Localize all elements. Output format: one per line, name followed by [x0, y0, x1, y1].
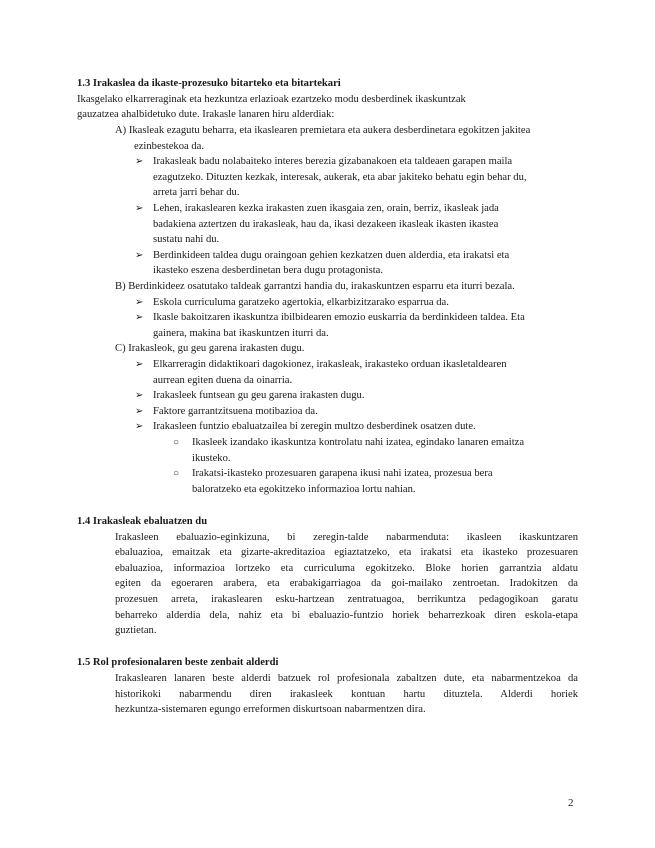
- bullet-text: Faktore garrantzitsuena motibazioa da.: [153, 406, 318, 417]
- sub-bullet-text: Irakatsi-ikasteko prozesuaren garapena ikusi nahi izatea, prozesua bera: [192, 468, 493, 479]
- bullet-text: aurrean egiten duena da oinarria.: [153, 375, 293, 386]
- arrowhead-bullet-icon: ➢: [135, 250, 144, 261]
- arrowhead-bullet-icon: ➢: [135, 312, 144, 323]
- section-1-5-heading: 1.5 Rol profesionalaren beste zenbait alderdi: [77, 657, 279, 668]
- bullet-text: Ikasle bakoitzaren ikaskuntza ibilbidearen emozio euskarria da berdinkideen taldea. Eta: [153, 312, 525, 323]
- arrowhead-bullet-icon: ➢: [135, 421, 144, 432]
- section-1-3-heading: 1.3 Irakaslea da ikaste-prozesuko bitarteko eta bitartekari: [77, 78, 341, 89]
- bullet-text: sustatu nahi du.: [153, 234, 220, 245]
- bullet-text: Elkarreragin didaktikoari dagokionez, irakasleak, irakasteko orduan ikasletaldearen: [153, 359, 507, 370]
- paragraph-line: hezkuntza-sistemaren egungo erreformen diskurtsoan nabarmentzen dira.: [115, 704, 426, 715]
- paragraph-line: Irakaslearen lanaren beste alderdi batzuek rol profesionala zabaltzen dute, eta nabarmentzekoa da: [115, 673, 578, 684]
- paragraph-line: historikoki nabarmendu diren irakasleek kontuan hartu dituztela. Alderdi horiek: [115, 689, 578, 700]
- arrowhead-bullet-icon: ➢: [135, 359, 144, 370]
- arrowhead-bullet-icon: ➢: [135, 297, 144, 308]
- point-a-label: ezinbestekoa da.: [134, 141, 205, 152]
- arrowhead-bullet-icon: ➢: [135, 390, 144, 401]
- arrowhead-bullet-icon: ➢: [135, 156, 144, 167]
- bullet-text: Eskola curriculuma garatzeko agertokia, elkarbizitzarako esparrua da.: [153, 297, 449, 308]
- paragraph-line: ebaluazioa, informazioa lortzeko eta curriculuma egokitzeko. Bloke horien garrantzia aldatu: [115, 563, 578, 574]
- bullet-text: arreta jarri behar du.: [153, 187, 240, 198]
- circle-bullet-icon: ○: [173, 437, 180, 448]
- paragraph-line: ebaluazioa, emaitzak eta gizarte-akreditazioa egiaztatzeko, eta irakatsi eta ikasteko prozesuaren: [115, 547, 578, 558]
- point-c-label: C) Irakasleok, gu geu garena irakasten dugu.: [115, 343, 305, 354]
- arrowhead-bullet-icon: ➢: [135, 406, 144, 417]
- arrowhead-bullet-icon: ➢: [135, 203, 144, 214]
- section-1-4-heading: 1.4 Irakasleak ebaluatzen du: [77, 516, 208, 527]
- bullet-text: gainera, makina bat ikaskuntzen iturri da.: [153, 328, 329, 339]
- paragraph-line: egiten da egoeraren arabera, eta erabakigarriagoa da goi-mailako zentroetan. Iradokitzen da: [115, 578, 578, 589]
- sub-bullet-text: ikusteko.: [192, 453, 231, 464]
- intro-line: gauzatzea ahalbidetuko dute. Irakasle lanaren hiru alderdiak:: [77, 109, 335, 120]
- paragraph-line: guztietan.: [115, 625, 157, 636]
- paragraph-line: Irakasleen ebaluazio-eginkizuna, bi zeregin-talde nabarmenduta: ikasleen ikaskuntzaren: [115, 532, 578, 543]
- intro-line: Ikasgelako elkarreraginak eta hezkuntza erlazioak ezartzeko modu desberdinek ikaskuntzak: [77, 94, 466, 105]
- bullet-text: Lehen, irakaslearen kezka irakasten zuen ikasgaia zen, orain, berriz, ikasleak jada: [153, 203, 499, 214]
- sub-bullet-text: baloratzeko eta egokitzeko informazioa lortu nahian.: [192, 484, 416, 495]
- page-number: 2: [568, 797, 574, 809]
- paragraph-line: prozesuen arreta, irakaslearen esku-hartzean zentratuagoa, berrikuntza pedagogikoan garatu: [115, 594, 578, 605]
- bullet-text: Irakasleek funtsean gu geu garena irakasten dugu.: [153, 390, 365, 401]
- circle-bullet-icon: ○: [173, 468, 180, 479]
- sub-bullet-text: Ikasleek izandako ikaskuntza kontrolatu nahi izatea, egindako lanaren emaitza: [192, 437, 525, 448]
- bullet-text: Irakasleak badu nolabaiteko interes berezia gizabanakoen eta taldeaen garapen maila: [153, 156, 513, 167]
- bullet-text: ezagutzeko. Dituzten kezkak, interesak, aukerak, eta abar jakiteko behatu egin behar du,: [153, 172, 527, 183]
- bullet-text: Irakasleen funtzio ebaluatzailea bi zeregin multzo desberdinek osatzen dute.: [153, 421, 476, 432]
- point-b-label: B) Berdinkideez osatutako taldeak garrantzi handia du, irakaskuntzen esparru eta iturri bezala.: [115, 281, 515, 292]
- paragraph-line: beharreko alderdia dela, nahiz eta bi ebaluazio-funtzio horiek beharrezkoak diren eskola-etapa: [115, 610, 578, 621]
- bullet-text: Berdinkideen taldea dugu oraingoan gehien kezkatzen duen alderdia, eta irakatsi eta: [153, 250, 510, 261]
- point-a-label: A) Ikasleak ezagutu beharra, eta ikaslearen premietara eta aukera desberdinetara egokitzen jakitea: [115, 125, 531, 136]
- bullet-text: ikasteko eszena desberdinetan bera dugu protagonista.: [153, 265, 384, 276]
- bullet-text: badakiena aztertzen du irakasleak, hau da, ikasi dezakeen ikasleak ikasten ikastea: [153, 219, 499, 230]
